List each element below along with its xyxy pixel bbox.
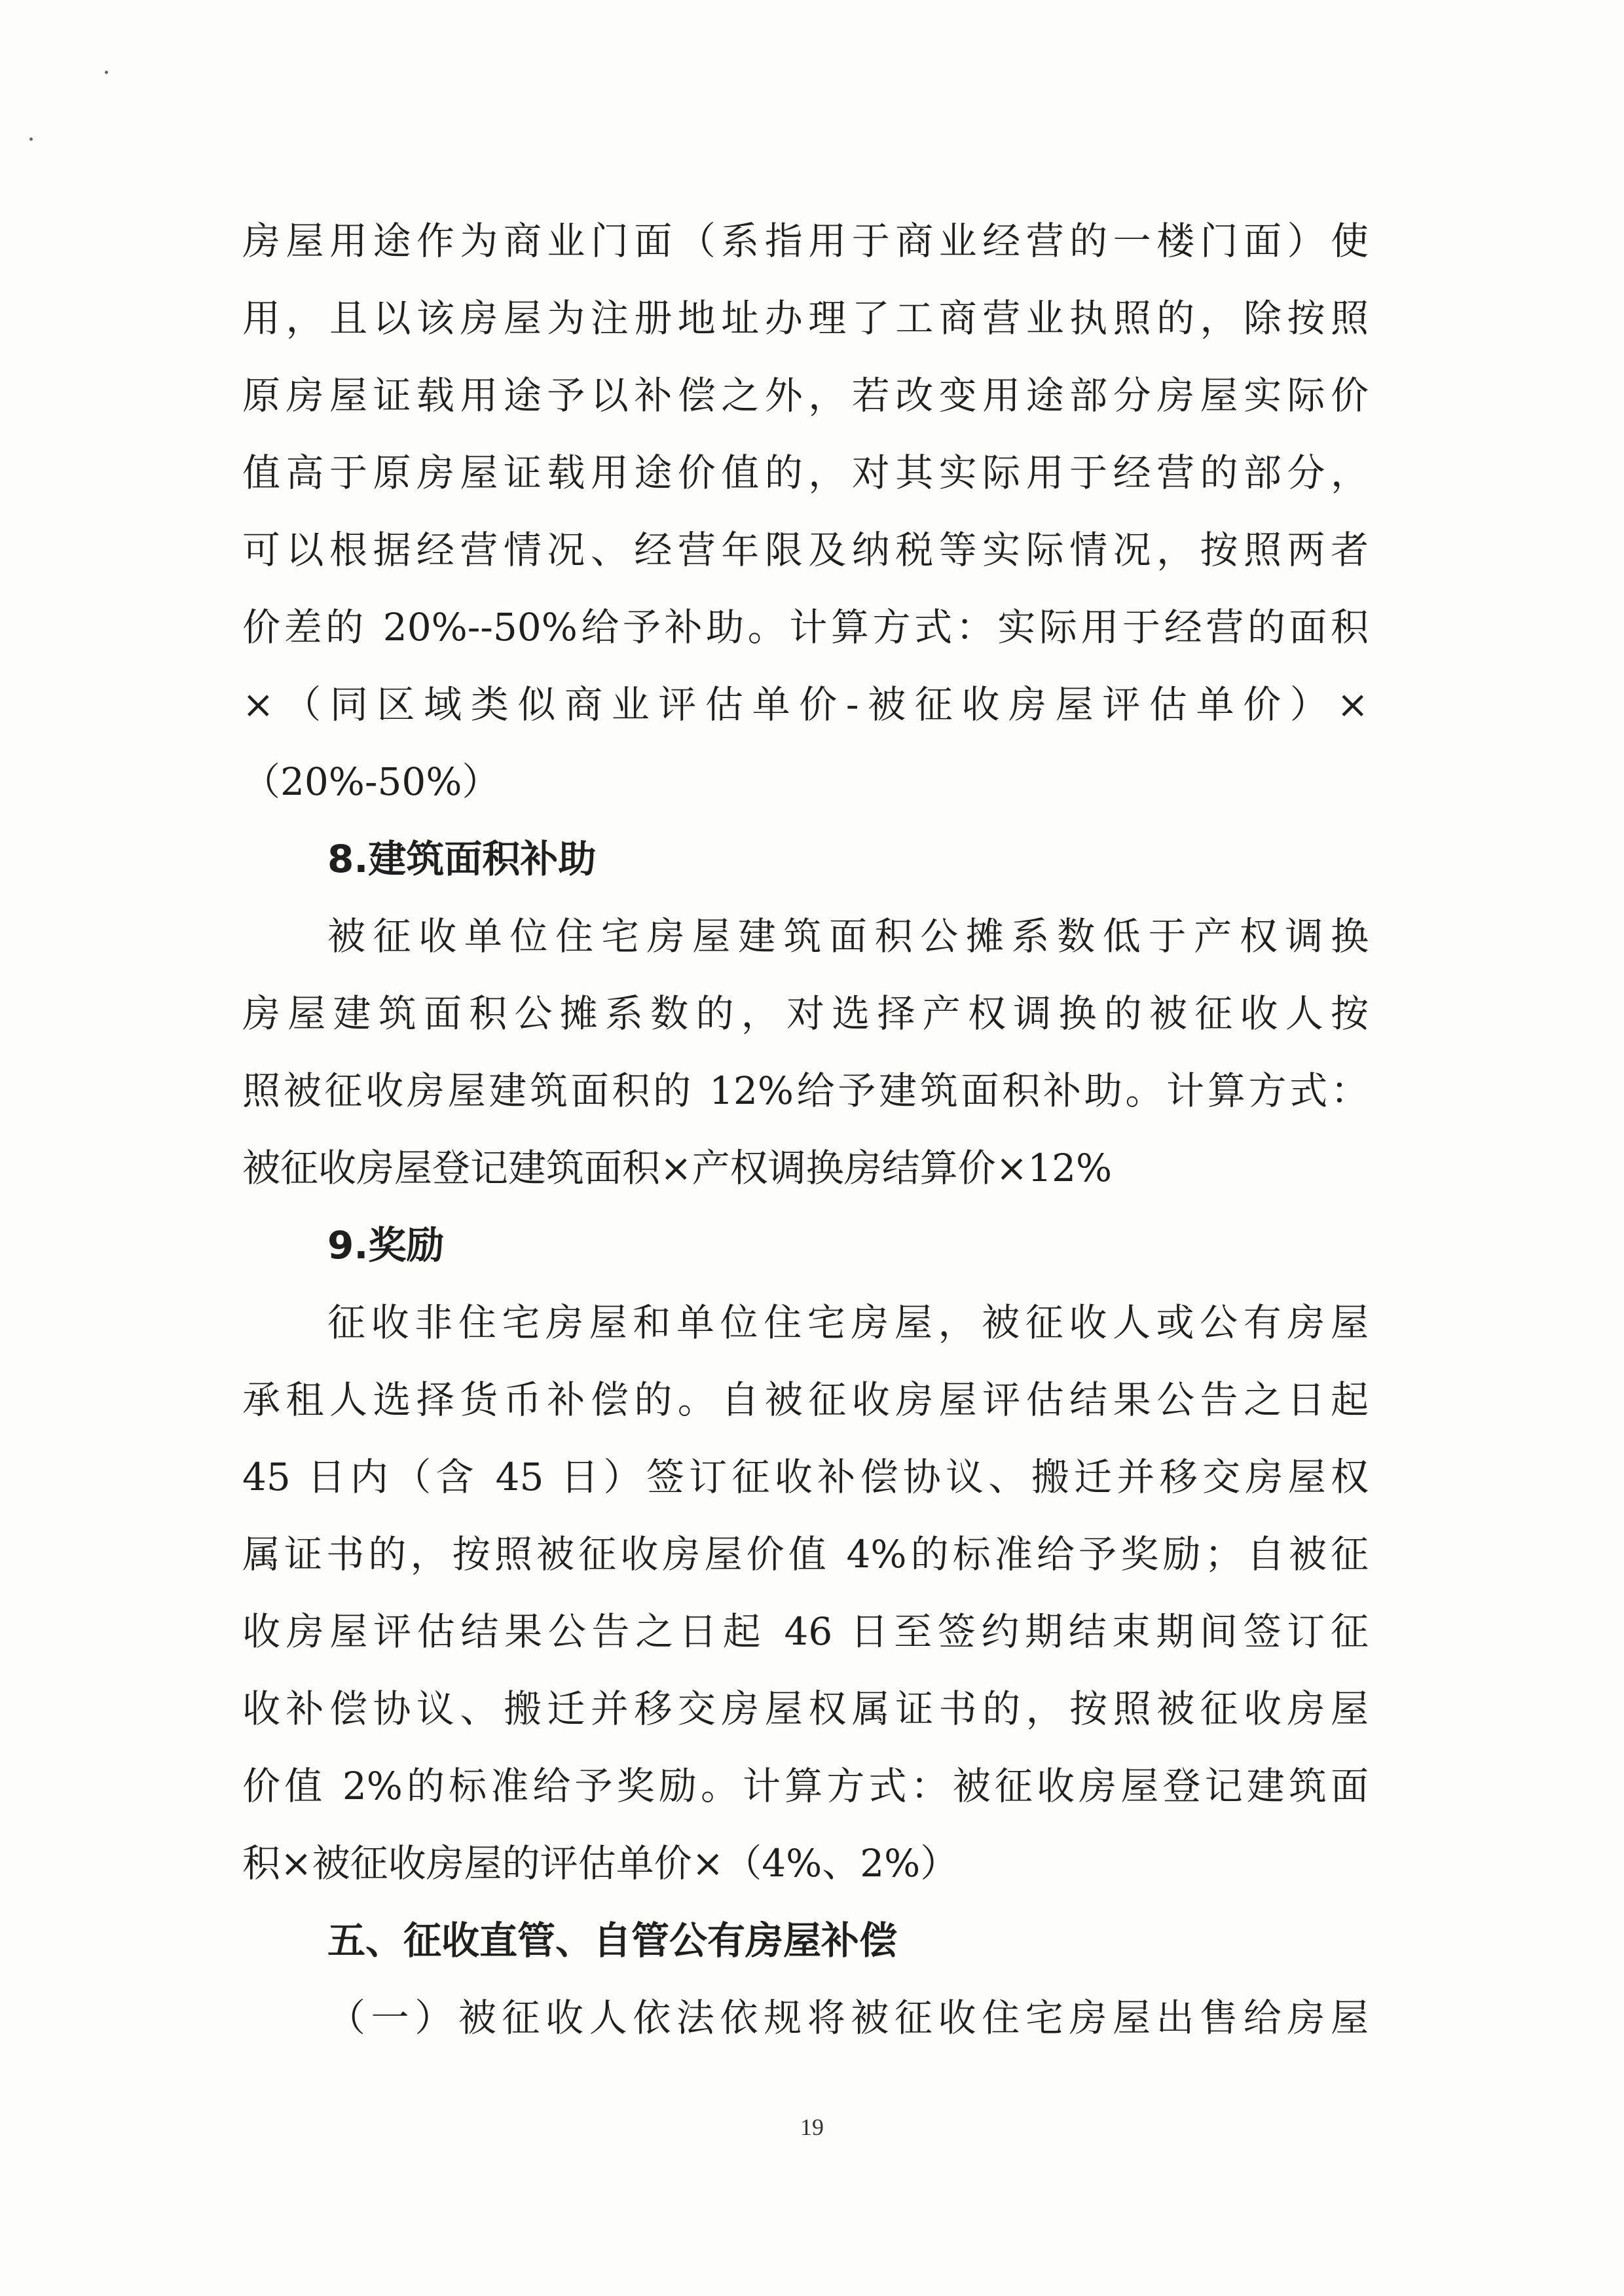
body-line: 用，且以该房屋为注册地址办理了工商营业执照的，除按照 xyxy=(242,296,1369,340)
body-line: 可以根据经营情况、经营年限及纳税等实际情况，按照两者 xyxy=(242,528,1369,572)
body-line: 属证书的，按照被征收房屋价值 4%的标准给予奖励；自被征 xyxy=(242,1532,1369,1576)
body-line: 照被征收房屋建筑面积的 12%给予建筑面积补助。计算方式： xyxy=(242,1068,1369,1113)
body-line: 价值 2%的标准给予奖励。计算方式：被征收房屋登记建筑面 xyxy=(242,1764,1369,1808)
body-line: 征收非住宅房屋和单位住宅房屋，被征收人或公有房屋 xyxy=(327,1300,1369,1345)
body-line: （一）被征收人依法依规将被征收住宅房屋出售给房屋 xyxy=(327,1995,1369,2040)
body-line: 收房屋评估结果公告之日起 46 日至签约期结束期间签订征 xyxy=(242,1609,1369,1654)
body-line: 承租人选择货币补偿的。自被征收房屋评估结果公告之日起 xyxy=(242,1377,1369,1422)
body-line: 收补偿协议、搬迁并移交房屋权属证书的，按照被征收房屋 xyxy=(242,1686,1369,1731)
body-line: 值高于原房屋证载用途价值的，对其实际用于经营的部分， xyxy=(242,450,1369,495)
body-line: 房屋用途作为商业门面（系指用于商业经营的一楼门面）使 xyxy=(242,219,1369,263)
page-number: 19 xyxy=(800,2114,824,2140)
body-line: 房屋建筑面积公摊系数的，对选择产权调换的被征收人按 xyxy=(242,991,1369,1036)
section-heading: 8.建筑面积补助 xyxy=(327,837,597,881)
body-line: 价差的 20%--50%给予补助。计算方式：实际用于经营的面积 xyxy=(242,605,1369,649)
body-line: 被征收房屋登记建筑面积×产权调换房结算价×12% xyxy=(242,1146,1113,1190)
body-line: （20%-50%） xyxy=(242,759,500,804)
body-line: 被征收单位住宅房屋建筑面积公摊系数低于产权调换 xyxy=(327,914,1369,958)
body-line: ×（同区域类似商业评估单价-被征收房屋评估单价）× xyxy=(242,682,1369,727)
scan-speck xyxy=(105,71,108,74)
body-line: 原房屋证载用途予以补偿之外，若改变用途部分房屋实际价 xyxy=(242,373,1369,418)
chapter-heading: 五、征收直管、自管公有房屋补偿 xyxy=(327,1918,898,1963)
section-heading: 9.奖励 xyxy=(327,1223,445,1267)
body-line: 积×被征收房屋的评估单价×（4%、2%） xyxy=(242,1841,959,1886)
scan-speck xyxy=(29,137,33,141)
body-line: 45 日内（含 45 日）签订征收补偿协议、搬迁并移交房屋权 xyxy=(242,1455,1369,1499)
